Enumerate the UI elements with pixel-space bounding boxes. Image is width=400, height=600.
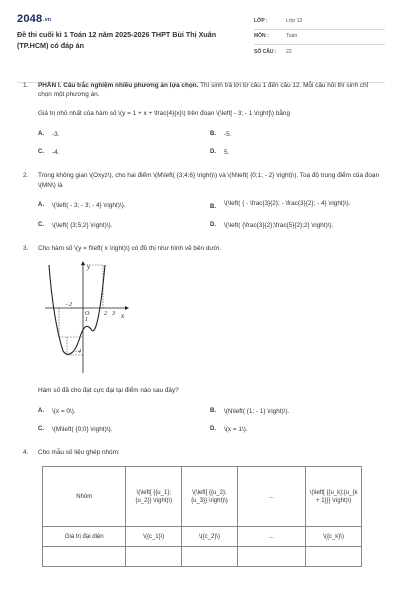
tick-label: −2 bbox=[65, 302, 73, 309]
function-graph bbox=[41, 261, 151, 379]
option-a[interactable]: A. -3. bbox=[38, 130, 60, 138]
meta-label: SỐ CÂU : bbox=[254, 48, 277, 55]
options bbox=[38, 199, 383, 230]
meta-question-count bbox=[254, 45, 385, 60]
part-label: PHẦN I. Câu trắc nghiệm nhiều phương án lựa chọn. bbox=[38, 82, 199, 89]
table-cell bbox=[306, 547, 362, 567]
table-cell: \(\left[ {{u_1}; {u_2}} \right)\) bbox=[126, 467, 182, 527]
y-axis-arrow bbox=[81, 261, 85, 265]
question-number: 4. bbox=[23, 449, 29, 457]
table-cell: \({c_k}\) bbox=[306, 527, 362, 547]
option-c[interactable]: C. \(M\left( {0;0} \right)\). bbox=[38, 425, 113, 433]
options bbox=[38, 407, 383, 435]
table-cell: \(\left[ {{u_2}; {u_3}} \right)\) bbox=[182, 467, 238, 527]
meta-subject bbox=[254, 30, 385, 45]
question-stem: Giá trị nhỏ nhất của hàm số \(y = 1 + x + \frac{4}{x}\) trên đoạn \(\left[ - 3; - 1 \right]\) bằng bbox=[38, 109, 291, 117]
origin-label: O bbox=[85, 311, 90, 318]
option-a[interactable]: A. \(x = 0\). bbox=[38, 407, 76, 415]
site-logo[interactable]: 2048.vn bbox=[17, 13, 52, 25]
table-cell bbox=[182, 547, 238, 567]
question-1 bbox=[23, 81, 383, 157]
table-cell: \({c_2}\) bbox=[182, 527, 238, 547]
question-number: 1. bbox=[23, 82, 29, 89]
question-4 bbox=[23, 448, 383, 567]
table-cell: ... bbox=[237, 527, 306, 547]
option-c[interactable]: C. \(\left( {3;5;2} \right)\). bbox=[38, 221, 113, 229]
table-cell: ... bbox=[237, 467, 306, 527]
x-label: x bbox=[121, 312, 125, 321]
tick-label: 1 bbox=[85, 317, 88, 324]
option-b[interactable]: B. \(N\left( {1; - 1} \right)\). bbox=[210, 407, 290, 415]
question-stem: Trong không gian \(Oxyz\), cho hai điểm \(M\left( {3;4;6} \right)\) và \(N\left( {0;1; - 2} \right)\). Toạ độ trung điểm của đoạn \(MN\) là bbox=[38, 172, 379, 189]
function-curve bbox=[49, 265, 105, 354]
question-stem: Cho hàm số \(y = f\left( x \right)\) có đồ thị như hình vẽ bên dưới. bbox=[38, 244, 222, 252]
table-row bbox=[43, 467, 362, 527]
meta-label: MÔN : bbox=[254, 33, 269, 40]
exam-meta bbox=[254, 15, 385, 60]
document-header bbox=[17, 12, 385, 67]
part-intro bbox=[38, 81, 382, 100]
option-c[interactable]: C. -4. bbox=[38, 149, 60, 157]
option-d[interactable]: D. \(x = 1\). bbox=[210, 425, 248, 433]
question-list bbox=[23, 81, 383, 567]
question-number: 2. bbox=[23, 172, 29, 180]
option-a[interactable]: A. \(\left( - 3; - 3; - 4} \right)\). bbox=[38, 201, 126, 209]
grouped-data-table bbox=[42, 466, 362, 567]
x-axis-arrow bbox=[125, 306, 129, 310]
question-number: 3. bbox=[23, 244, 29, 252]
table-row bbox=[43, 547, 362, 567]
table-cell: \(\left[ {{u_k};{u_{k + 1}}} \right)\) bbox=[306, 467, 362, 527]
tick-label: 2 bbox=[104, 311, 107, 318]
tick-label: 3 bbox=[112, 311, 115, 318]
y-label: y bbox=[87, 263, 91, 272]
graph-svg bbox=[41, 261, 151, 379]
tick-label: −4 bbox=[74, 349, 82, 356]
table-header-cell: Nhóm bbox=[43, 467, 126, 527]
table-row bbox=[43, 527, 362, 547]
exam-title: Đề thi cuối kì 1 Toán 12 năm 2025-2026 THPT Bùi Thị Xuân (TP.HCM) có đáp án bbox=[17, 30, 217, 50]
meta-value: Lớp 12 bbox=[286, 18, 303, 25]
table-cell bbox=[126, 547, 182, 567]
meta-value: Toán bbox=[286, 33, 298, 40]
option-d[interactable]: D. \(\left( {\frac{3}{2};\frac{5}{2};2} \right)\). bbox=[210, 221, 334, 229]
table-cell: \({c_1}\) bbox=[126, 527, 182, 547]
question-stem: Cho mẫu số liệu ghép nhóm: bbox=[38, 449, 120, 457]
option-d[interactable]: D. 5. bbox=[210, 149, 230, 157]
options bbox=[38, 130, 383, 158]
table-cell bbox=[43, 547, 126, 567]
part-text: Thí sinh trả lời từ câu 1 đến câu 12. Mỗi câu hỏi thí sinh chỉ chọn một phương án. bbox=[38, 82, 369, 99]
question-3 bbox=[23, 244, 383, 434]
question-prompt: Hàm số đã cho đạt cực đại tại điểm nào sau đây? bbox=[38, 387, 179, 395]
option-b[interactable]: B. -5. bbox=[210, 130, 232, 138]
meta-value: 22 bbox=[286, 48, 292, 55]
table-header-cell: Giá trị đại diện bbox=[43, 527, 126, 547]
meta-label: LỚP : bbox=[254, 18, 268, 25]
option-b[interactable]: B. \(\left( { - \frac{3}{2}; - \frac{3}{2}; - 4} \right)\). bbox=[210, 199, 351, 210]
meta-class bbox=[254, 15, 385, 30]
question-2 bbox=[23, 171, 383, 230]
table-cell bbox=[237, 547, 306, 567]
